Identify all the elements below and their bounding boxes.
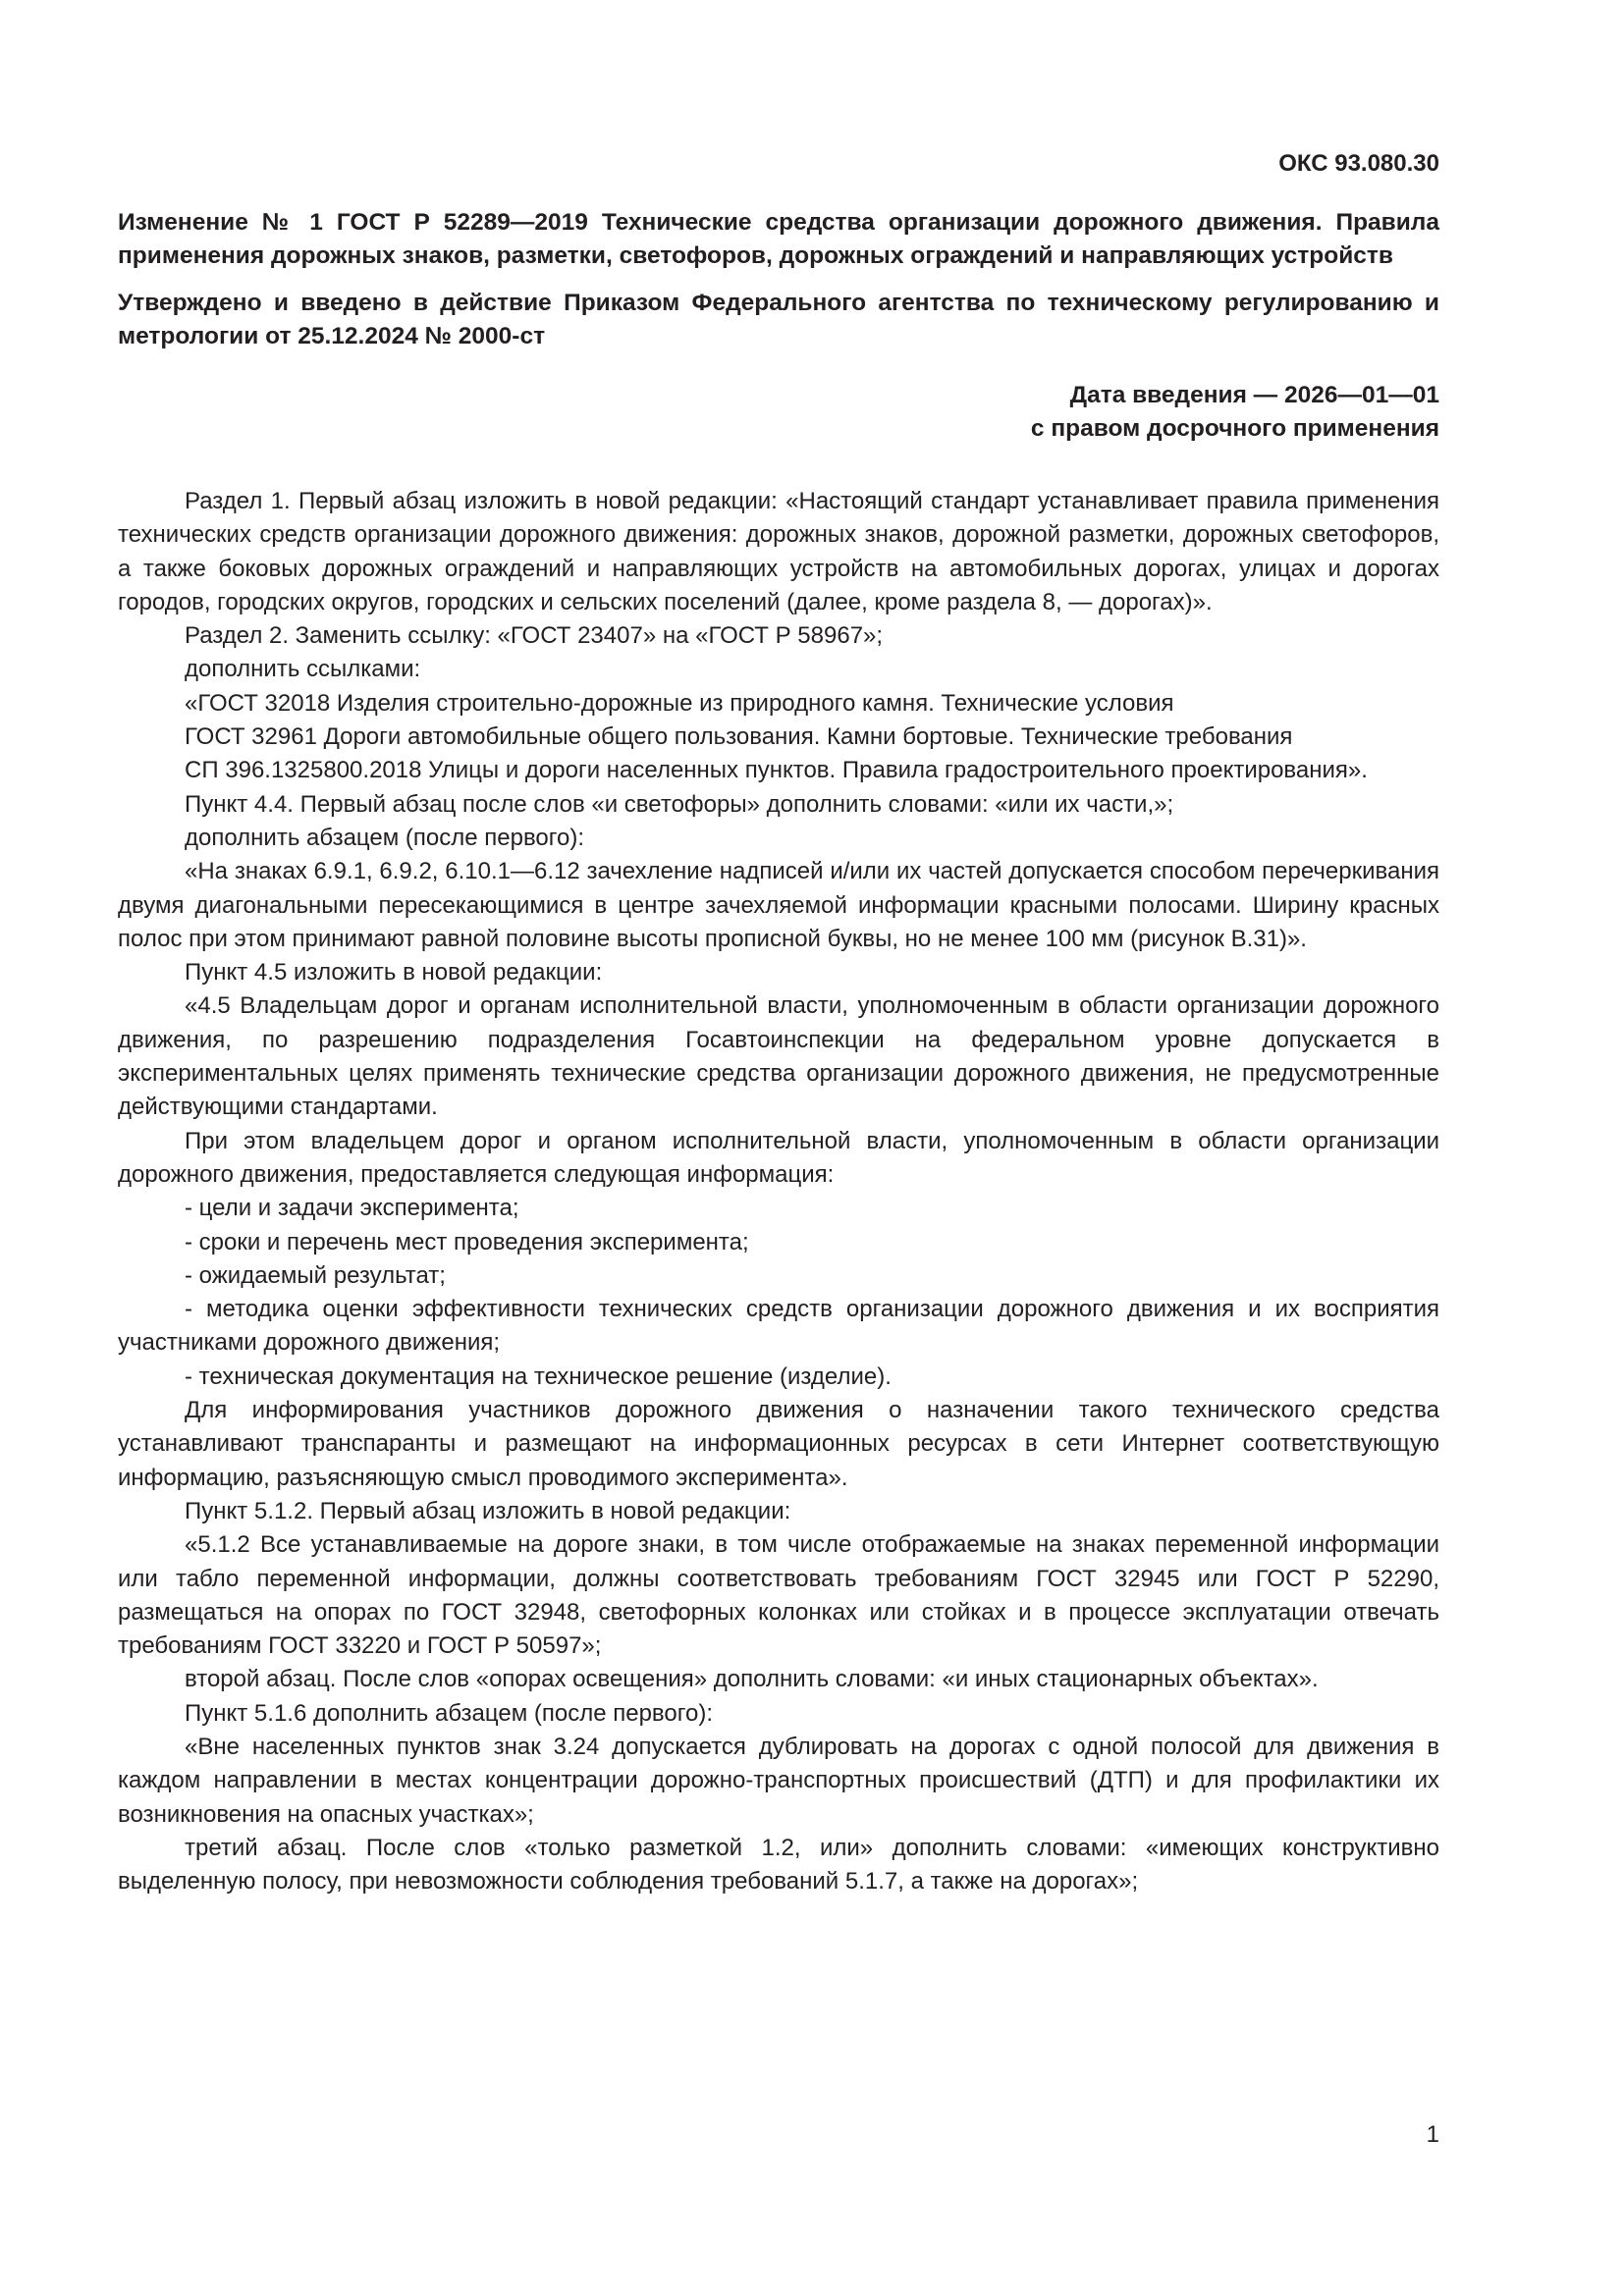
paragraph: «ГОСТ 32018 Изделия строительно-дорожные из природного камня. Технические условия [185, 689, 1174, 717]
paragraph: «5.1.2 Все устанавливаемые на дороге знаки, в том числе отображаемые на знаках переменной информации или табло переменной информации, должны соответствовать требованиям ГОСТ 32945 или ГОСТ Р 52290, размещаться на опорах по ГОСТ 32948, светофорных колонках или стойках и в процессе эксплуатации отвечать требованиям ГОСТ 33220 и ГОСТ Р 50597»; [118, 1531, 1439, 1660]
document-title: Изменение № 1 ГОСТ Р 52289—2019 Технические средства организации дорожного движения. Правила применения дорожных знаков, разметки, светофоров, дорожных ограждений и направляющих устройств [118, 209, 1439, 269]
paragraph: ГОСТ 32961 Дороги автомобильные общего пользования. Камни бортовые. Технические требования [185, 723, 1293, 751]
paragraph: При этом владельцем дорог и органом исполнительной власти, уполномоченным в области организации дорожного движения, предоставляется следующая информация: [118, 1127, 1439, 1188]
paragraph: Пункт 4.4. Первый абзац после слов «и светофоры» дополнить словами: «или их части,»; [185, 790, 1174, 818]
introduction-date [118, 379, 1439, 446]
paragraph: третий абзац. После слов «только разметкой 1.2, или» дополнить словами: «имеющих конструктивно выделенную полосу, при невозможности соблюдения требований 5.1.7, а также на дорогах»; [118, 1834, 1439, 1896]
paragraph: СП 396.1325800.2018 Улицы и дороги населенных пунктов. Правила градостроительного проектирования». [185, 757, 1368, 784]
list-item: - сроки и перечень мест проведения эксперимента; [185, 1228, 749, 1255]
paragraph: Раздел 2. Заменить ссылку: «ГОСТ 23407» на «ГОСТ Р 58967»; [185, 622, 884, 650]
introduction-date-line: Дата введения — 2026—01—01 [1069, 382, 1439, 408]
list-item: - техническая документация на техническое решение (изделие). [185, 1362, 892, 1390]
paragraph: Раздел 1. Первый абзац изложить в новой редакции: «Настоящий стандарт устанавливает правила применения технических средств организации дорожного движения: дорожных знаков, дорожной разметки, дорожных светофоров, а также боковых дорожных ограждений и направляющих устройств на автомобильных дорогах, улицах и дорогах городов, городских округов, городских и сельских поселений (далее, кроме раздела 8, — дорогах)». [118, 488, 1439, 615]
document-page [118, 147, 1439, 1898]
paragraph: Пункт 5.1.2. Первый абзац изложить в новой редакции: [185, 1497, 791, 1524]
paragraph: «Вне населенных пунктов знак 3.24 допускается дублировать на дорогах с одной полосой для движения в каждом направлении в местах концентрации дорожно-транспортных происшествий (ДТП) и для профилактики их возникновения на опасных участках»; [118, 1733, 1439, 1828]
approval-statement: Утверждено и введено в действие Приказом Федерального агентства по техническому регулированию и метрологии от 25.12.2024 № 2000-ст [118, 290, 1439, 349]
paragraph: дополнить ссылками: [185, 656, 421, 683]
document-body [118, 485, 1439, 1898]
paragraph: Пункт 5.1.6 дополнить абзацем (после первого): [185, 1699, 713, 1727]
list-item: - методика оценки эффективности технических средств организации дорожного движения и их восприятия участниками дорожного движения; [118, 1296, 1439, 1357]
paragraph: Для информирования участников дорожного движения о назначении такого технического средства устанавливают транспаранты и размещают на информационных ресурсах в сети Интернет соответствующую информацию, разъясняющую смысл проводимого эксперимента». [118, 1397, 1439, 1491]
early-application-line: с правом досрочного применения [1030, 415, 1439, 442]
list-item: - цели и задачи эксперимента; [185, 1195, 519, 1222]
paragraph: «4.5 Владельцам дорог и органам исполнительной власти, уполномоченным в области организации дорожного движения, по разрешению подразделения Госавтоинспекции на федеральном уровне допускается в экспериментальных целях применять технические средства организации дорожного движения, не предусмотренные действующими стандартами. [118, 992, 1439, 1121]
page-number: 1 [1426, 2121, 1439, 2148]
paragraph: «На знаках 6.9.1, 6.9.2, 6.10.1—6.12 зачехление надписей и/или их частей допускается способом перечеркивания двумя диагональными пересекающимися в центре зачехляемой информации красными полосами. Ширину красных полос при этом принимают равной половине высоты прописной буквы, но не менее 100 мм (рисунок В.31)». [118, 858, 1439, 952]
paragraph: дополнить абзацем (после первого): [185, 824, 585, 851]
paragraph: Пункт 4.5 изложить в новой редакции: [185, 959, 603, 987]
oks-code: ОКС 93.080.30 [1278, 150, 1439, 177]
list-item: - ожидаемый результат; [185, 1261, 446, 1289]
paragraph: второй абзац. После слов «опорах освещения» дополнить словами: «и иных стационарных объектах». [185, 1666, 1319, 1693]
